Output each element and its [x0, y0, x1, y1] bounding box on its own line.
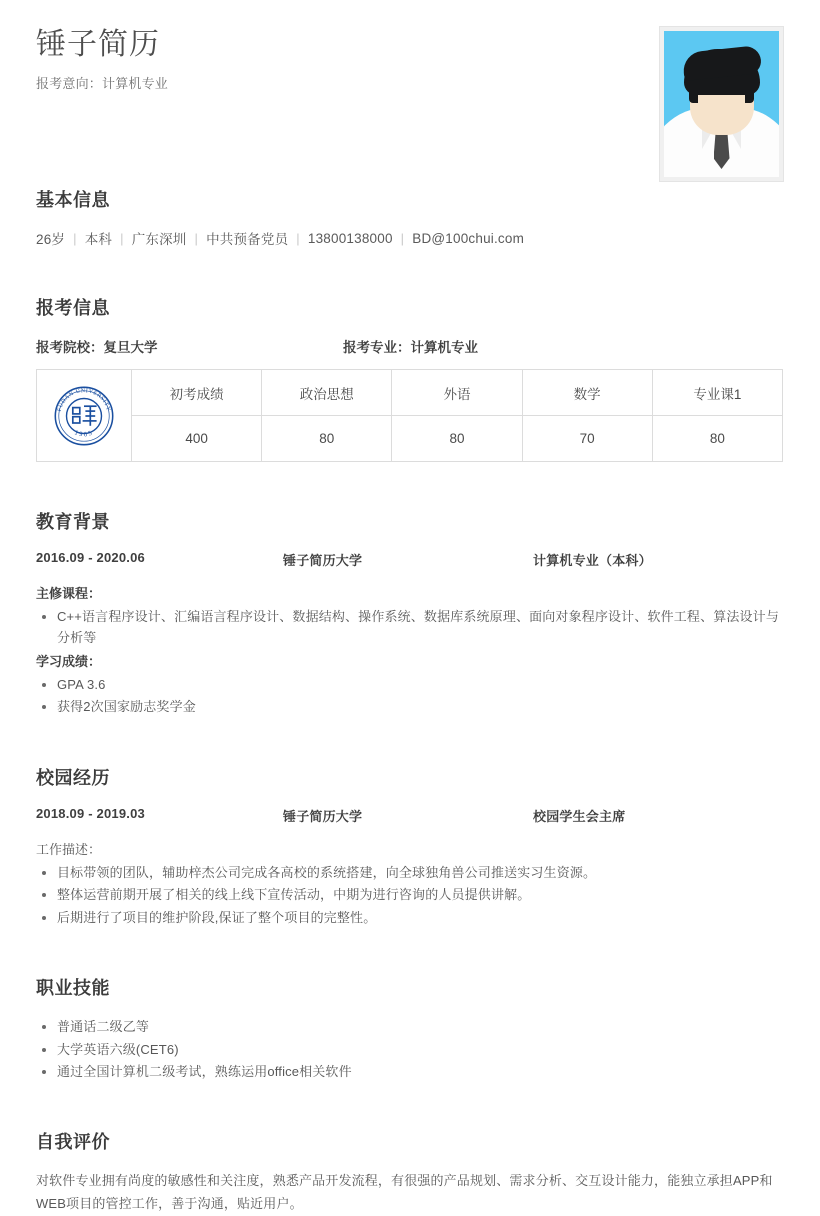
education-school: 锤子简历大学 [283, 553, 363, 568]
section-basic-info [36, 186, 784, 248]
list-item: 普通话二级乙等 [36, 1016, 784, 1037]
campus-entry-header [36, 806, 784, 825]
campus-organization: 锤子简历大学 [283, 808, 363, 824]
section-self-evaluation [36, 1128, 784, 1216]
education-grades-list [36, 674, 784, 718]
spacer [36, 464, 784, 508]
exam-major-label: 报考专业：计算机专业 [343, 340, 478, 355]
campus-description-label: 工作描述： [36, 841, 102, 857]
spacer [36, 930, 784, 974]
basic-info-separator: | [120, 230, 124, 246]
basic-info-item: 26岁 [36, 232, 66, 247]
section-campus-experience [36, 764, 784, 928]
table-header-cell: 外语 [392, 370, 522, 416]
table-value-cell: 80 [392, 416, 522, 462]
list-item: C++语言程序设计、汇编语言程序设计、数据结构、操作系统、数据库系统原理、面向对象程序设计、软件工程、算法设计与分析等 [36, 606, 784, 649]
table-header-cell: 初考成绩 [132, 370, 262, 416]
spacer [36, 720, 784, 764]
table-header-cell: 政治思想 [262, 370, 392, 416]
education-grades-label: 学习成绩： [36, 653, 102, 669]
campus-description-list [36, 862, 784, 928]
university-logo-cell [37, 370, 132, 462]
application-intent: 报考意向：计算机专业 [36, 75, 169, 91]
table-row-values [37, 416, 783, 462]
list-item: 获得2次国家励志奖学金 [36, 696, 784, 717]
table-value-cell: 400 [132, 416, 262, 462]
section-title-skills: 职业技能 [36, 978, 110, 999]
campus-role: 校园学生会主席 [533, 808, 626, 824]
basic-info-item-phone: 13800138000 [307, 230, 393, 246]
exam-school-label: 报考院校：复旦大学 [36, 340, 158, 355]
basic-info-item: 中共预备党员 [206, 232, 289, 247]
education-entry-header [36, 550, 784, 569]
table-value-cell: 80 [652, 416, 782, 462]
fudan-university-seal-icon [49, 381, 119, 451]
avatar-photo [664, 31, 779, 177]
spacer [36, 250, 784, 294]
education-courses-label: 主修课程： [36, 586, 102, 601]
basic-info-item-email: BD@100chui.com [412, 230, 525, 246]
table-value-cell: 80 [262, 416, 392, 462]
basic-info-separator: | [296, 230, 300, 246]
spacer [36, 1084, 784, 1128]
basic-info-item: 广东深圳 [131, 232, 187, 247]
section-title-education: 教育背景 [36, 512, 110, 532]
list-item: GPA 3.6 [36, 674, 784, 695]
table-header-cell: 专业课1 [652, 370, 782, 416]
section-title-self-evaluation: 自我评价 [36, 1132, 110, 1153]
section-education [36, 508, 784, 718]
section-skills [36, 974, 784, 1082]
table-row-headers [37, 370, 783, 416]
svg-text:FUDAN UNIVERSITY: FUDAN UNIVERSITY [56, 387, 112, 412]
candidate-name: 锤子简历 [36, 28, 160, 61]
list-item: 大学英语六级(CET6) [36, 1039, 784, 1060]
basic-info-separator: | [400, 230, 405, 246]
education-courses-list [36, 606, 784, 649]
list-item: 整体运营前期开展了相关的线上线下宣传活动，中期为进行咨询的人员提供讲解。 [36, 884, 784, 905]
section-title-basic-info: 基本信息 [36, 190, 110, 210]
list-item: 通过全国计算机二级考试，熟练运用office相关软件 [36, 1061, 784, 1082]
basic-info-separator: | [73, 230, 77, 246]
section-title-exam-info: 报考信息 [36, 298, 110, 318]
education-major: 计算机专业（本科） [533, 553, 652, 568]
avatar-frame [659, 26, 784, 182]
svg-text:1905: 1905 [73, 428, 95, 438]
resume-header [36, 0, 784, 186]
basic-info-item: 本科 [84, 232, 113, 247]
list-item: 目标带领的团队，辅助梓杰公司完成各高校的系统搭建，向全球独角兽公司推送实习生资源。 [36, 862, 784, 883]
campus-period: 2018.09 - 2019.03 [36, 805, 145, 821]
exam-subheader-row [36, 336, 784, 356]
list-item: 后期进行了项目的维护阶段,保证了整个项目的完整性。 [36, 907, 784, 928]
table-header-cell: 数学 [522, 370, 652, 416]
self-evaluation-text: 对软件专业拥有尚度的敏感性和关注度，熟悉产品开发流程，有很强的产品规划、需求分析、交互设计能力，能独立承担APP和WEB项目的管控工作，善于沟通，贴近用户。 [36, 1173, 773, 1212]
skills-list [36, 1016, 784, 1082]
exam-score-table [36, 369, 783, 462]
basic-info-line [36, 228, 784, 248]
education-period: 2016.09 - 2020.06 [36, 550, 145, 565]
table-value-cell: 70 [522, 416, 652, 462]
basic-info-separator: | [194, 230, 199, 246]
section-title-campus: 校园经历 [36, 767, 110, 788]
section-exam-info [36, 294, 784, 462]
